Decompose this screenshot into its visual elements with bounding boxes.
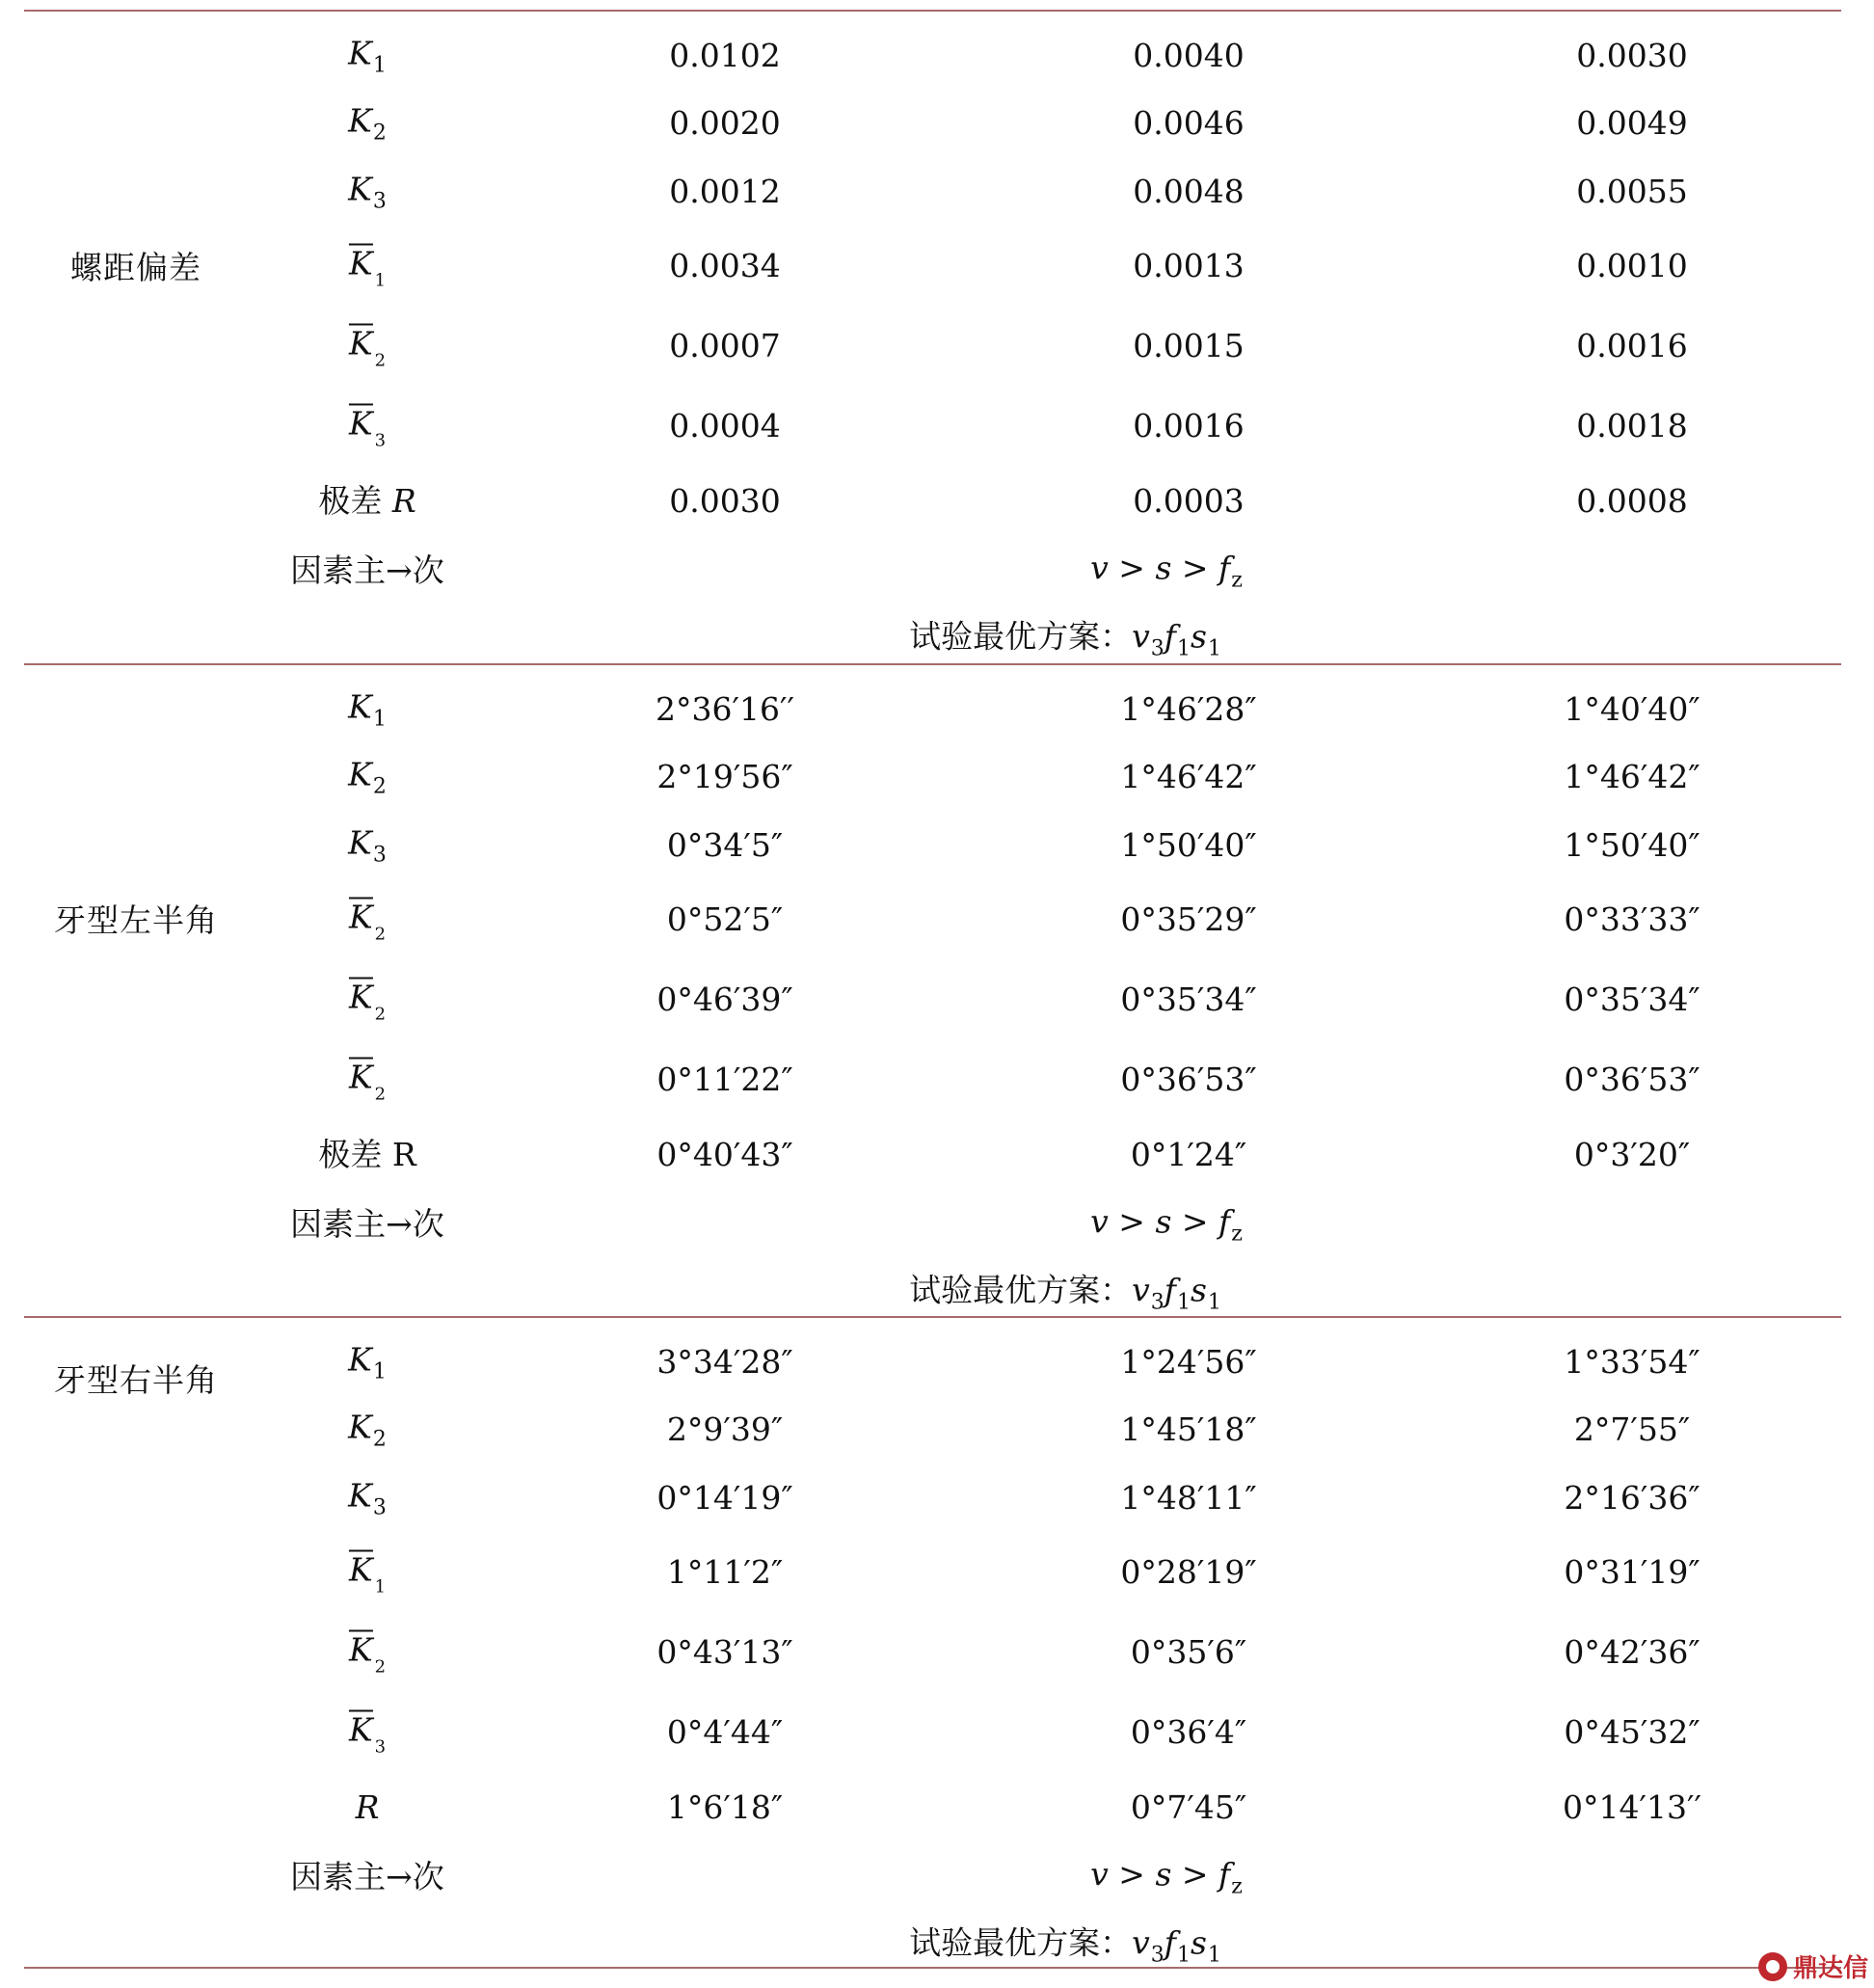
- optimal-factor: v: [1132, 1271, 1150, 1309]
- symbol-subscript: 2: [374, 350, 387, 371]
- optimal-level: 3: [1150, 1290, 1165, 1315]
- table-rule: [24, 663, 1841, 665]
- table-cell: 0.0034: [669, 247, 781, 284]
- range-label-symbol: R: [391, 1136, 416, 1173]
- optimal-plan: [909, 1924, 1221, 1968]
- optimal-level: 1: [1176, 1943, 1191, 1968]
- logo-circle-icon: [1758, 1952, 1787, 1981]
- row-label-kbar: [349, 1630, 386, 1676]
- symbol-subscript: 2: [374, 924, 387, 945]
- optimal-factor: s: [1190, 1271, 1207, 1309]
- symbol-k: K: [348, 1408, 372, 1446]
- range-cell: 0°1′24″: [1130, 1136, 1247, 1173]
- symbol-subscript: 2: [372, 1427, 387, 1452]
- table-cell: 0°36′53″: [1120, 1061, 1257, 1098]
- symbol-k: K: [348, 1550, 373, 1589]
- range-label-text: 极差: [318, 1136, 392, 1173]
- range-cell: 1°6′18″: [666, 1788, 784, 1826]
- table-cell: 0.0030: [1576, 37, 1688, 74]
- range-label: [318, 1136, 415, 1174]
- optimal-factor: v: [1132, 1923, 1150, 1962]
- table-cell: 0.0055: [1576, 173, 1688, 210]
- symbol-k: K: [348, 34, 372, 72]
- row-label-k: [348, 756, 387, 799]
- table-cell: 1°40′40″: [1564, 690, 1700, 728]
- optimal-level: 1: [1207, 1943, 1221, 1968]
- symbol-k: K: [348, 823, 372, 862]
- range-label-text: 极差: [318, 482, 392, 520]
- optimal-factor: f: [1164, 1271, 1176, 1309]
- optimal-level: 1: [1176, 636, 1191, 661]
- table-cell: 2°16′36″: [1564, 1479, 1700, 1517]
- factor-order: [1090, 1203, 1243, 1247]
- table-cell: 1°24′56″: [1120, 1343, 1257, 1381]
- table-cell: 0°28′19″: [1120, 1553, 1257, 1591]
- range-cell: 0.0003: [1133, 482, 1245, 520]
- factor-v: v: [1090, 549, 1109, 587]
- row-label-kbar: [349, 898, 386, 943]
- table-cell: 0.0007: [669, 327, 781, 364]
- gt-sign: >: [1171, 549, 1219, 587]
- table-rule: [24, 10, 1841, 12]
- factor-order-label: 因素主→次: [290, 551, 444, 589]
- symbol-subscript: 2: [374, 1004, 387, 1025]
- symbol-subscript: 3: [372, 843, 387, 868]
- optimal-level: 3: [1150, 636, 1165, 661]
- watermark-text: 鼎达信: [1792, 1954, 1868, 1983]
- range-label-symbol: R: [391, 482, 416, 520]
- factor-order: [1090, 550, 1243, 593]
- symbol-k: K: [348, 978, 373, 1016]
- optimal-plan-label: 试验最优方案：: [909, 1923, 1133, 1962]
- optimal-level: 1: [1207, 636, 1221, 661]
- table-cell: 1°33′54″: [1564, 1343, 1700, 1381]
- factor-f: f: [1218, 1855, 1231, 1894]
- range-cell: 0.0008: [1576, 482, 1688, 520]
- table-cell: 0°31′19″: [1564, 1553, 1700, 1591]
- factor-v: v: [1090, 1202, 1109, 1241]
- table-cell: 0.0004: [669, 407, 781, 444]
- table-cell: 0°33′33″: [1564, 900, 1700, 938]
- symbol-k: K: [348, 1710, 373, 1749]
- range-cell: 0°14′13′′: [1563, 1788, 1701, 1826]
- symbol-subscript: 3: [374, 430, 387, 451]
- table-cell: 0.0018: [1576, 407, 1688, 444]
- optimal-level: 1: [1207, 1290, 1221, 1315]
- row-label-kbar: [349, 404, 386, 449]
- row-label-kbar: [349, 324, 386, 369]
- table-cell: 0.0102: [669, 37, 781, 74]
- table-cell: 0.0016: [1133, 407, 1245, 444]
- table-cell: 2°19′56″: [656, 758, 793, 795]
- symbol-subscript: 1: [372, 1359, 387, 1384]
- range-label: [318, 482, 415, 521]
- symbol-subscript: 1: [374, 270, 387, 291]
- table-cell: 0°34′5″: [666, 826, 784, 864]
- range-cell: 0°3′20″: [1573, 1136, 1691, 1173]
- table-cell: 0°36′53″: [1564, 1061, 1700, 1098]
- factor-f-subscript: z: [1231, 1874, 1243, 1899]
- row-label-k: [348, 35, 387, 78]
- row-label-k: [348, 824, 387, 868]
- gt-sign: >: [1171, 1202, 1219, 1241]
- table-rule: [24, 1316, 1841, 1318]
- table-cell: 0°46′39″: [656, 981, 793, 1018]
- table-cell: 0°35′6″: [1130, 1633, 1247, 1671]
- symbol-k: K: [348, 101, 372, 140]
- factor-f-subscript: z: [1231, 568, 1243, 593]
- watermark: [1758, 1948, 1868, 1984]
- table-cell: 2°9′39″: [666, 1410, 784, 1448]
- symbol-subscript: 3: [372, 1495, 387, 1520]
- symbol-subscript: 1: [374, 1576, 387, 1598]
- symbol-k: K: [348, 1340, 372, 1379]
- table-cell: 1°48′11″: [1120, 1479, 1257, 1517]
- symbol-k: K: [348, 1058, 373, 1096]
- factor-s: s: [1155, 1202, 1172, 1241]
- factor-s: s: [1155, 549, 1172, 587]
- symbol-k: K: [348, 404, 373, 443]
- symbol-subscript: 3: [374, 1736, 387, 1758]
- table-cell: 0°45′32″: [1564, 1713, 1700, 1751]
- row-label-k: [348, 1477, 387, 1520]
- table-cell: 3°34′28″: [656, 1343, 793, 1381]
- row-label-k: [348, 1341, 387, 1384]
- row-label-kbar: [349, 244, 386, 289]
- table-cell: 1°11′2″: [666, 1553, 784, 1591]
- row-label-k: [348, 1409, 387, 1452]
- table-cell: 0.0010: [1576, 247, 1688, 284]
- table-cell: 0°11′22″: [656, 1061, 793, 1098]
- table-cell: 0°35′34″: [1120, 981, 1257, 1018]
- factor-f: f: [1218, 549, 1231, 587]
- group-label: 螺距偏差: [70, 249, 201, 286]
- symbol-k: K: [348, 898, 373, 936]
- symbol-subscript: 2: [372, 774, 387, 799]
- symbol-subscript: 2: [374, 1084, 387, 1105]
- table-cell: 0°14′19″: [656, 1479, 793, 1517]
- symbol-k: K: [348, 755, 372, 793]
- table-cell: 0.0020: [669, 104, 781, 142]
- symbol-k: K: [348, 244, 373, 282]
- optimal-plan: [909, 1272, 1221, 1315]
- optimal-factor: f: [1164, 617, 1176, 656]
- factor-order-label: 因素主→次: [290, 1205, 444, 1243]
- table-cell: 0°4′44″: [666, 1713, 784, 1751]
- table-cell: 0.0016: [1576, 327, 1688, 364]
- table-cell: 1°46′42″: [1120, 758, 1257, 795]
- table-cell: 0.0049: [1576, 104, 1688, 142]
- gt-sign: >: [1171, 1855, 1219, 1894]
- symbol-subscript: 1: [372, 53, 387, 78]
- factor-order: [1090, 1856, 1243, 1899]
- optimal-factor: v: [1132, 617, 1150, 656]
- table-cell: 1°46′42″: [1564, 758, 1700, 795]
- optimal-factor: s: [1190, 617, 1207, 656]
- group-label: 牙型右半角: [54, 1361, 218, 1399]
- table-cell: 0.0012: [669, 173, 781, 210]
- row-label-kbar: [349, 978, 386, 1023]
- table-cell: 1°50′40″: [1564, 826, 1700, 864]
- symbol-k: K: [348, 1476, 372, 1515]
- range-cell: 0°7′45″: [1130, 1788, 1247, 1826]
- optimal-level: 3: [1150, 1943, 1165, 1968]
- gt-sign: >: [1108, 549, 1156, 587]
- symbol-subscript: 1: [372, 707, 387, 732]
- optimal-factor: s: [1190, 1923, 1207, 1962]
- factor-order-label: 因素主→次: [290, 1858, 444, 1895]
- table-cell: 0°52′5″: [666, 900, 784, 938]
- table-cell: 0°36′4″: [1130, 1713, 1247, 1751]
- row-label-kbar: [349, 1058, 386, 1103]
- symbol-k: K: [348, 324, 373, 363]
- factor-f: f: [1218, 1202, 1231, 1241]
- table-cell: 0.0013: [1133, 247, 1245, 284]
- symbol-k: K: [348, 687, 372, 726]
- optimal-plan-label: 试验最优方案：: [909, 1271, 1133, 1309]
- symbol-subscript: 2: [372, 121, 387, 146]
- gt-sign: >: [1108, 1202, 1156, 1241]
- row-label-kbar: [349, 1710, 386, 1756]
- optimal-plan-label: 试验最优方案：: [909, 617, 1133, 656]
- symbol-k: K: [348, 1630, 373, 1669]
- range-cell: 0.0030: [669, 482, 781, 520]
- table-cell: 0°35′29″: [1120, 900, 1257, 938]
- table-cell: 0°35′34″: [1564, 981, 1700, 1018]
- table-cell: 1°50′40″: [1120, 826, 1257, 864]
- table-cell: 0.0015: [1133, 327, 1245, 364]
- table-cell: 0°42′36″: [1564, 1633, 1700, 1671]
- symbol-subscript: 2: [374, 1656, 387, 1678]
- row-label-k: [348, 102, 387, 146]
- table-cell: 2°36′16′′: [656, 690, 794, 728]
- factor-s: s: [1155, 1855, 1172, 1894]
- optimal-plan: [909, 618, 1221, 661]
- range-label-symbol: R: [355, 1788, 380, 1826]
- row-label-k: [348, 171, 387, 214]
- table-cell: 0°43′13″: [656, 1633, 793, 1671]
- table-cell: 2°7′55″: [1573, 1410, 1691, 1448]
- group-label: 牙型左半角: [54, 901, 218, 939]
- symbol-k: K: [348, 170, 372, 208]
- row-label-kbar: [349, 1550, 386, 1596]
- gt-sign: >: [1108, 1855, 1156, 1894]
- range-label: [356, 1788, 380, 1827]
- factor-f-subscript: z: [1231, 1222, 1243, 1247]
- table-cell: 0.0040: [1133, 37, 1245, 74]
- optimal-factor: f: [1164, 1923, 1176, 1962]
- table-cell: 0.0046: [1133, 104, 1245, 142]
- optimal-level: 1: [1176, 1290, 1191, 1315]
- table-cell: 1°46′28″: [1120, 690, 1257, 728]
- row-label-k: [348, 688, 387, 732]
- symbol-subscript: 3: [372, 189, 387, 214]
- factor-v: v: [1090, 1855, 1109, 1894]
- range-cell: 0°40′43″: [656, 1136, 793, 1173]
- table-cell: 0.0048: [1133, 173, 1245, 210]
- table-cell: 1°45′18″: [1120, 1410, 1257, 1448]
